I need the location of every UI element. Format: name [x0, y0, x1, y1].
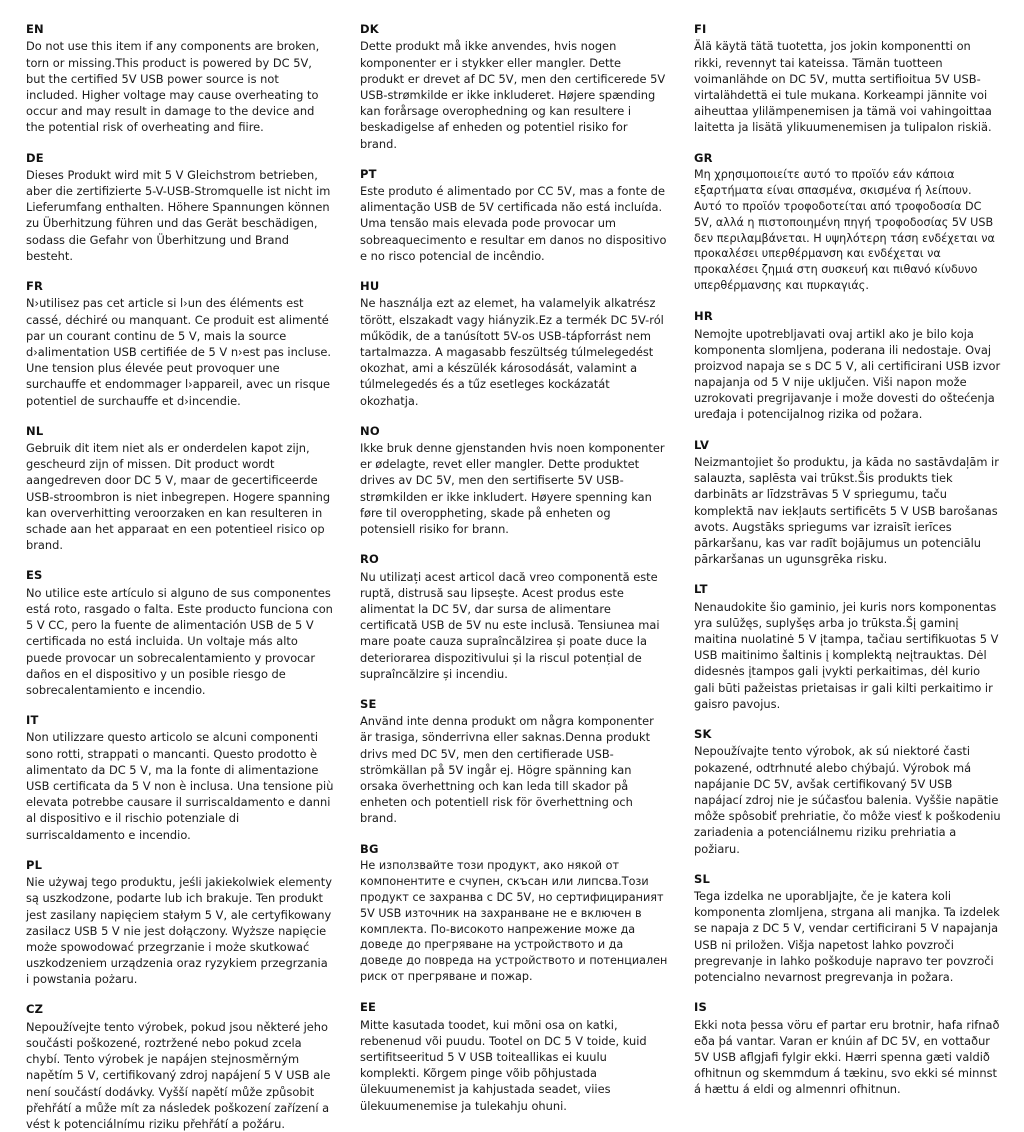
language-text: Använd inte denna produkt om några komponenter är trasiga, sönderrivna eller saknas.Denna produkt drivs med DC 5V, men den certifierade USB-strömkällan på 5V ingår ej. Högre spänning kan orsaka överhettning och kan leda till skador på enheten och potentiell risk för överhettning och brand.: [360, 714, 654, 826]
language-code: NO: [360, 423, 380, 438]
language-text: Nenaudokite šio gaminio, jei kuris nors komponentas yra sulūžęs, suplyšęs arba jo trūksta.Šį gaminį maitina nuolatinė 5 V įtampa, tačiau sertifikuotas 5 V USB maitinimo šaltinis į komplektą neįtrauktas. Dėl didesnės įtampos gali įvykti perkaitimas, dėl kurio gali būti pažeistas prietaisas ir gali kilti perkaitimo ir gaisro pavojus.: [694, 599, 999, 711]
language-code: SE: [360, 696, 377, 711]
language-block-cz: [26, 1002, 334, 1132]
language-text: Nepoužívajte tento výrobok, ak sú niektoré časti pokazené, odtrhnuté alebo chýbajú. Výrobok má napájanie DC 5V, avšak certifikovaný 5V USB napájací zdroj nie je súčasťou balenia. Vyššie napätie môže spôsobiť prehriatie, čo môže viesť k poškodeniu zariadenia a potenciálnemu riziku prehriatia a požiaru.: [694, 744, 1001, 856]
language-code: BG: [360, 841, 379, 856]
language-code: FI: [694, 22, 707, 36]
language-text: Nepoužívejte tento výrobek, pokud jsou některé jeho součásti poškozené, roztržené nebo pokud zcela chybí. Tento výrobek je napájen stejnosměrným napětím 5 V, certifikovaný zdroj napájení 5 V USB ale není součástí dodávky. Vyšší napětí může způsobit přehřátí a může mít za následek poškození zařízení a vést k potenciálnímu riziku přehřátí a požáru.: [26, 1019, 331, 1131]
language-block-es: [26, 568, 334, 698]
language-code: HU: [360, 279, 380, 293]
language-text: Не използвайте този продукт, ако някой от компонентите е счупен, скъсан или липсва.Този продукт се захранва с DC 5V, но сертифицираният 5V USB източник на захранване не е включен в комплекта. По-високото напрежение може да доведе до прегряване на устройството и да доведе до повреда на устройството и потенциален риск от прегряване и пожар.: [360, 858, 668, 984]
language-code: EE: [360, 1000, 377, 1015]
language-code: IS: [694, 1000, 707, 1015]
language-text: No utilice este artículo si alguno de sus componentes está roto, rasgado o falta. Este producto funciona con 5 V CC, pero la fuente de alimentación USB de 5 V certificada no está incluida. Un voltaje más alto puede provocar un sobrecalentamiento y provocar daños en el dispositivo y un posible riesgo de sobrecalentamiento e incendio.: [26, 585, 333, 697]
language-block-sk: [694, 727, 1002, 857]
language-block-pl: [26, 858, 334, 988]
language-text: Mitte kasutada toodet, kui mõni osa on katki, rebenenud või puudu. Tootel on DC 5 V toide, kuid sertifitseeritud 5 V USB toiteallikas ei kuulu komplekti. Kõrgem pinge võib põhjustada ülekuumenemist ja kahjustada seadet, viies ülekuumenemise ja tulekahju ohuni.: [360, 1017, 647, 1113]
language-text: Neizmantojiet šo produktu, ja kāda no sastāvdaļām ir salauzta, saplēsta vai trūkst.Šis produkts tiek darbināts ar līdzstrāvas 5 V spriegumu, taču komplektā nav iekļauts sertificēts 5 V USB barošanas avots. Augstāks spriegums var izraisīt ierīces pārkaršanu, kas var radīt bojājumus un potenciālu pārkaršanas un ugunsgrēka risku.: [694, 455, 999, 567]
language-code: EN: [26, 22, 44, 36]
language-text: Ikke bruk denne gjenstanden hvis noen komponenter er ødelagte, revet eller mangler. Dette produktet drives av DC 5V, men den sertifiserte 5V USB-strømkilden er ikke inkludert. Høyere spenning kan føre til overoppheting, skade på enheten og potensiell risiko for brann.: [360, 441, 665, 536]
language-block-hu: [360, 279, 668, 409]
language-block-sl: [694, 872, 1002, 986]
column-1: [26, 22, 334, 1131]
language-block-de: [26, 151, 334, 265]
language-text: Non utilizzare questo articolo se alcuni componenti sono rotti, strappati o mancanti. Questo prodotto è alimentato da DC 5 V, ma la fonte di alimentazione USB certificata da 5 V non è inclusa. Una tensione più elevata potrebbe causare il surriscaldamento e danni al dispositivo e il rischio potenziale di surriscaldamento e incendio.: [26, 730, 334, 842]
language-text: Μη χρησιμοποιείτε αυτό το προϊόν εάν κάποια εξαρτήματα είναι σπασμένα, σκισμένα ή λείπουν. Αυτό το προϊόν τροφοδοτείται από τροφοδοσία DC 5V, αλλά η πιστοποιημένη πηγή τροφοδοσίας 5V USB δεν περιλαμβάνεται. Η υψηλότερη τάση ενδέχεται να προκαλέσει υπερθέρμανση και ενδέχεται να προκαλέσει ζημιά στη συσκευή και πιθανό κίνδυνο υπερθέρμανσης και πυρκαγιάς.: [694, 167, 995, 293]
language-code: LV: [694, 437, 710, 452]
language-code: FR: [26, 279, 44, 293]
language-code: DK: [360, 22, 379, 36]
language-text: Dette produkt må ikke anvendes, hvis nogen komponenter er i stykker eller mangler. Dette produkt er drevet af DC 5V, men den certificerede 5V USB-strømkilde er ikke inkluderet. Højere spænding kan forårsage overophedning og kan resultere i beskadigelse af enheden og potentiel risiko for brand.: [360, 39, 666, 151]
language-block-hr: [694, 309, 1002, 423]
language-text: Ne használja ezt az elemet, ha valamelyik alkatrész törött, elszakadt vagy hiányzik.Ez a termék DC 5V-ról működik, de a tanúsított 5V-os USB-tápforrást nem tartalmazza. A magasabb feszültség túlmelegedést okozhat, ami a készülék károsodását, valamint a túlmelegedés és a tűz esetleges kockázatát okozhatja.: [360, 296, 664, 408]
language-code: PT: [360, 166, 377, 181]
language-text: Tega izdelka ne uporabljajte, če je katera koli komponenta zlomljena, strgana ali manjka. Ta izdelek se napaja z DC 5 V, vendar certificirani 5 V napajanja USB ni priložen. Višja napetost lahko povzroči pregrevanje in lahko poškoduje napravo ter povzroči potencialno nevarnost pregrevanja in požara.: [694, 889, 1000, 984]
language-code: RO: [360, 552, 380, 567]
language-text: Do not use this item if any components are broken, torn or missing.This product is powered by DC 5V, but the certified 5V USB power source is not included. Higher voltage may cause overheating to occur and may result in damage to the device and the potential risk of overheating and fiire.: [26, 39, 320, 135]
language-block-lt: [694, 582, 1002, 712]
language-code: LT: [694, 582, 708, 597]
language-code: ES: [26, 568, 43, 583]
language-code: HR: [694, 309, 713, 324]
column-2: [360, 22, 668, 1113]
language-text: N›utilisez pas cet article si l›un des éléments est cassé, déchiré ou manquant. Ce produit est alimenté par un courant continu de 5 V, mais la source d›alimentation USB certifiée de 5 V n›est pas incluse. Une tension plus élevée peut provoquer une surchauffe et endommager l›appareil, avec un risque potentiel de surchauffe et d›incendie.: [26, 296, 332, 408]
language-code: SL: [694, 871, 711, 886]
language-text: Nemojte upotrebljavati ovaj artikl ako je bilo koja komponenta slomljena, poderana ili nedostaje. Ovaj proizvod napaja se s DC 5 V, ali certificirani USB izvor napajanja od 5 V nije uključen. Viši napon može uzrokovati pregrijavanje i može dovesti do oštećenja uređaja i potencijalnog rizika od požara.: [694, 326, 1001, 422]
language-block-nl: [26, 424, 334, 554]
language-block-dk: [360, 22, 668, 152]
language-block-pt: [360, 167, 668, 264]
language-block-bg: [360, 842, 668, 986]
language-text: Nie używaj tego produktu, jeśli jakiekolwiek elementy są uszkodzone, podarte lub ich brakuje. Ten produkt jest zasilany napięciem stałym 5 V, ale certyfikowany zasilacz USB 5 V nie jest dołączony. Wyższe napięcie może spowodować przegrzanie i może skutkować uszkodzeniem urządzenia oraz ryzykiem przegrzania i powstania pożaru.: [26, 875, 332, 987]
language-block-lv: [694, 438, 1002, 568]
language-block-fr: [26, 279, 334, 409]
language-block-is: [694, 1000, 1002, 1097]
language-code: NL: [26, 423, 44, 438]
language-code: PL: [26, 857, 43, 872]
language-block-gr: [694, 151, 1002, 295]
language-block-ee: [360, 1000, 668, 1114]
language-block-ro: [360, 552, 668, 682]
language-code: SK: [694, 727, 712, 741]
language-text: Gebruik dit item niet als er onderdelen kapot zijn, gescheurd zijn of missen. Dit product wordt aangedreven door DC 5 V, maar de gecertificeerde USB-stroombron is niet inbegrepen. Hogere spanning kan oververhitting veroorzaken en kan resulteren in schade aan het apparaat en een potentieel risico op brand.: [26, 441, 331, 553]
language-block-fi: [694, 22, 1002, 136]
language-code: GR: [694, 150, 713, 165]
language-text: Este produto é alimentado por CC 5V, mas a fonte de alimentação USB de 5V certificada não está incluída. Uma tensão mais elevada pode provocar um sobreaquecimento e resultar em danos no dispositivo e no risco potencial de incêndio.: [360, 184, 667, 263]
language-block-en: [26, 22, 334, 136]
columns-container: [26, 22, 1001, 1131]
column-3: [694, 22, 1002, 1097]
language-code: DE: [26, 150, 44, 165]
language-text: Nu utilizați acest articol dacă vreo componentă este ruptă, distrusă sau lipsește. Acest produs este alimentat la DC 5V, dar sursa de alimentare certificată USB de 5V nu este inclusă. Tensiunea mai mare poate cauza supraîncălzirea și poate duce la deteriorarea dispozitivului și la riscul potențial de supraîncălzire și incendiu.: [360, 569, 660, 681]
language-block-se: [360, 697, 668, 827]
language-text: Dieses Produkt wird mit 5 V Gleichstrom betrieben, aber die zertifizierte 5-V-USB-Stromquelle ist nicht im Lieferumfang enthalten. Höhere Spannungen können zu Überhitzung führen und das Gerät beschädigen, sodass die Gefahr von Überhitzung und Brand besteht.: [26, 167, 331, 263]
language-text: Ekki nota þessa vöru ef partar eru brotnir, hafa rifnað eða þá vantar. Varan er knúin af DC 5V, en vottaður 5V USB aflgjafi fylgir ekki. Hærri spenna gæti valdið ofhitnun og skemmdum á tækinu, svo ekki sé minnst á hættu á eldi og almennri ofhitnun.: [694, 1017, 1000, 1097]
language-block-it: [26, 713, 334, 843]
language-code: CZ: [26, 1002, 44, 1017]
language-text: Älä käytä tätä tuotetta, jos jokin komponentti on rikki, revennyt tai kateissa. Tämän tuotteen voimanlähde on DC 5V, mutta sertifioitua 5V USB-virtalähdettä ei tule mukana. Korkeampi jännite voi aiheuttaa ylilämpenemisen ja tämä voi vahingoittaa laitetta ja lisätä ylikuumenemisen ja tulipalon riskiä.: [694, 39, 992, 135]
language-block-no: [360, 424, 668, 538]
language-code: IT: [26, 713, 39, 728]
